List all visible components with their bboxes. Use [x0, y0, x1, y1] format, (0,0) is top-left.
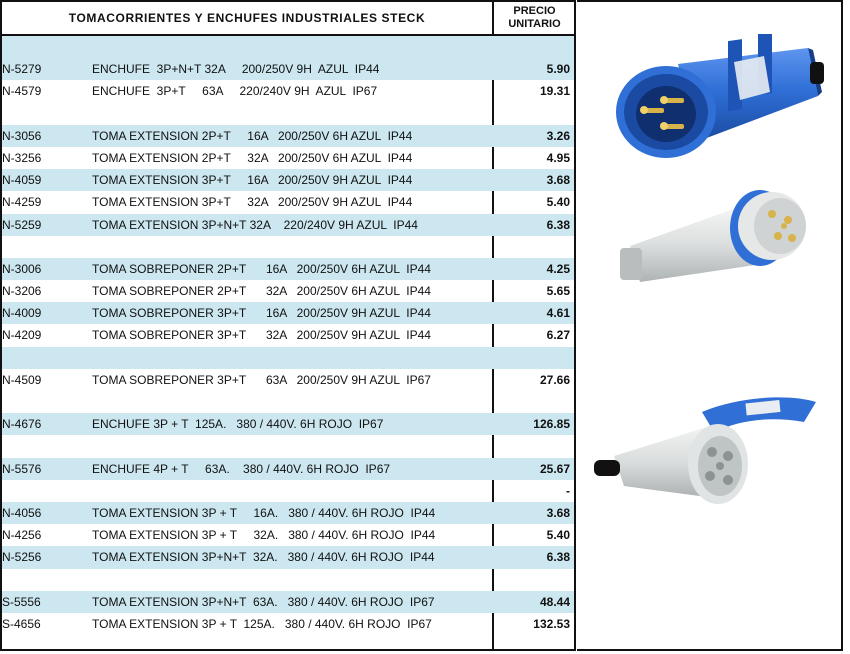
- product-code: N-5279: [2, 62, 42, 77]
- product-rows: [2, 36, 574, 635]
- table-row: [2, 302, 574, 324]
- product-description: TOMA EXTENSION 3P+N+T 63A. 380 / 440V. 6H ROJO IP67: [92, 594, 435, 609]
- unit-price: 48.44: [539, 594, 570, 609]
- price-header-line1: PRECIO: [513, 5, 556, 17]
- table-row: [2, 324, 574, 346]
- product-description: ENCHUFE 3P+T 63A 220/240V 9H AZUL IP67: [92, 84, 378, 99]
- product-code: N-3206: [2, 284, 42, 299]
- table-row: [2, 280, 574, 302]
- table-row: [2, 191, 574, 213]
- product-description: TOMA SOBREPONER 3P+T 63A 200/250V 9H AZUL IP67: [92, 372, 431, 387]
- unit-price: 3.26: [546, 128, 570, 143]
- table-row: [2, 80, 574, 102]
- product-code: N-5256: [2, 550, 42, 565]
- table-row: [2, 125, 574, 147]
- table-row: [2, 258, 574, 280]
- unit-price: -: [566, 483, 570, 498]
- unit-price: 4.95: [546, 150, 570, 165]
- grey-blue-extension-connector-icon: [612, 186, 822, 298]
- unit-price: 25.67: [539, 461, 570, 476]
- table-row: [2, 613, 574, 635]
- product-code: N-4259: [2, 195, 42, 210]
- table-row: [2, 546, 574, 568]
- product-description: TOMA EXTENSION 3P + T 32A. 380 / 440V. 6H ROJO IP44: [92, 528, 436, 543]
- product-description: ENCHUFE 3P + T 125A. 380 / 440V. 6H ROJO IP67: [92, 417, 384, 432]
- table-row: [2, 169, 574, 191]
- table-row: [2, 524, 574, 546]
- table-row: [2, 103, 574, 125]
- unit-price: 3.68: [546, 505, 570, 520]
- product-code: N-4256: [2, 528, 42, 543]
- unit-price: 6.38: [546, 217, 570, 232]
- product-description: TOMA EXTENSION 3P+N+T 32A 220/240V 9H AZUL IP44: [92, 217, 418, 232]
- table-row: [2, 369, 574, 391]
- product-description: TOMA EXTENSION 3P + T 16A. 380 / 440V. 6H ROJO IP44: [92, 505, 436, 520]
- product-code: S-5556: [2, 594, 41, 609]
- unit-price: 5.40: [546, 195, 570, 210]
- product-code: N-3256: [2, 150, 42, 165]
- product-code: N-4579: [2, 84, 42, 99]
- product-code: N-3056: [2, 128, 42, 143]
- table-row: [2, 435, 574, 457]
- unit-price: 6.38: [546, 550, 570, 565]
- grey-socket-with-blue-lid-icon: [590, 390, 826, 516]
- unit-price: 5.65: [546, 284, 570, 299]
- product-code: N-4056: [2, 505, 42, 520]
- unit-price: 19.31: [539, 84, 570, 99]
- unit-price: 27.66: [539, 372, 570, 387]
- product-description: TOMA EXTENSION 2P+T 16A 200/250V 6H AZUL IP44: [92, 128, 413, 143]
- table-row: [2, 480, 574, 502]
- product-description: TOMA EXTENSION 3P+T 16A 200/250V 9H AZUL IP44: [92, 173, 413, 188]
- table-row: [2, 591, 574, 613]
- table-row: [2, 214, 574, 236]
- product-code: N-4009: [2, 306, 42, 321]
- product-description: TOMA SOBREPONER 2P+T 16A 200/250V 6H AZUL IP44: [92, 261, 431, 276]
- product-description: TOMA EXTENSION 3P+N+T 32A. 380 / 440V. 6H ROJO IP44: [92, 550, 435, 565]
- table-title: TOMACORRIENTES Y ENCHUFES INDUSTRIALES STECK: [68, 11, 426, 25]
- product-code: N-4209: [2, 328, 42, 343]
- product-code: S-4656: [2, 616, 41, 631]
- table-row: [2, 36, 574, 58]
- product-description: TOMA SOBREPONER 3P+T 16A 200/250V 9H AZUL IP44: [92, 306, 431, 321]
- table-row: [2, 147, 574, 169]
- product-description: TOMA SOBREPONER 2P+T 32A 200/250V 6H AZUL IP44: [92, 284, 431, 299]
- unit-price: 6.27: [546, 328, 570, 343]
- unit-price: 3.68: [546, 173, 570, 188]
- product-code: N-3006: [2, 261, 42, 276]
- product-code: N-4676: [2, 417, 42, 432]
- table-row: [2, 458, 574, 480]
- product-code: N-4509: [2, 372, 42, 387]
- price-header-line2: UNITARIO: [508, 18, 561, 30]
- price-column-header: [494, 2, 575, 34]
- table-row: [2, 569, 574, 591]
- product-code: N-5576: [2, 461, 42, 476]
- table-row: [2, 58, 574, 80]
- product-code: N-5259: [2, 217, 42, 232]
- product-code: N-4059: [2, 173, 42, 188]
- unit-price: 132.53: [533, 616, 570, 631]
- table-row: [2, 236, 574, 258]
- product-description: TOMA EXTENSION 3P + T 125A. 380 / 440V. 6H ROJO IP67: [92, 616, 432, 631]
- product-description: TOMA EXTENSION 3P+T 32A 200/250V 9H AZUL IP44: [92, 195, 413, 210]
- unit-price: 126.85: [533, 417, 570, 432]
- product-description: TOMA SOBREPONER 3P+T 32A 200/250V 9H AZUL IP44: [92, 328, 431, 343]
- unit-price: 5.40: [546, 528, 570, 543]
- unit-price: 5.90: [546, 62, 570, 77]
- unit-price: 4.25: [546, 261, 570, 276]
- table-row: [2, 502, 574, 524]
- table-row: [2, 413, 574, 435]
- blue-industrial-plug-icon: [608, 34, 830, 164]
- product-description: ENCHUFE 4P + T 63A. 380 / 440V. 6H ROJO IP67: [92, 461, 391, 476]
- product-description: TOMA EXTENSION 2P+T 32A 200/250V 6H AZUL IP44: [92, 150, 413, 165]
- table-row: [2, 347, 574, 369]
- unit-price: 4.61: [546, 306, 570, 321]
- table-row: [2, 391, 574, 413]
- product-description: ENCHUFE 3P+N+T 32A 200/250V 9H AZUL IP44: [92, 62, 380, 77]
